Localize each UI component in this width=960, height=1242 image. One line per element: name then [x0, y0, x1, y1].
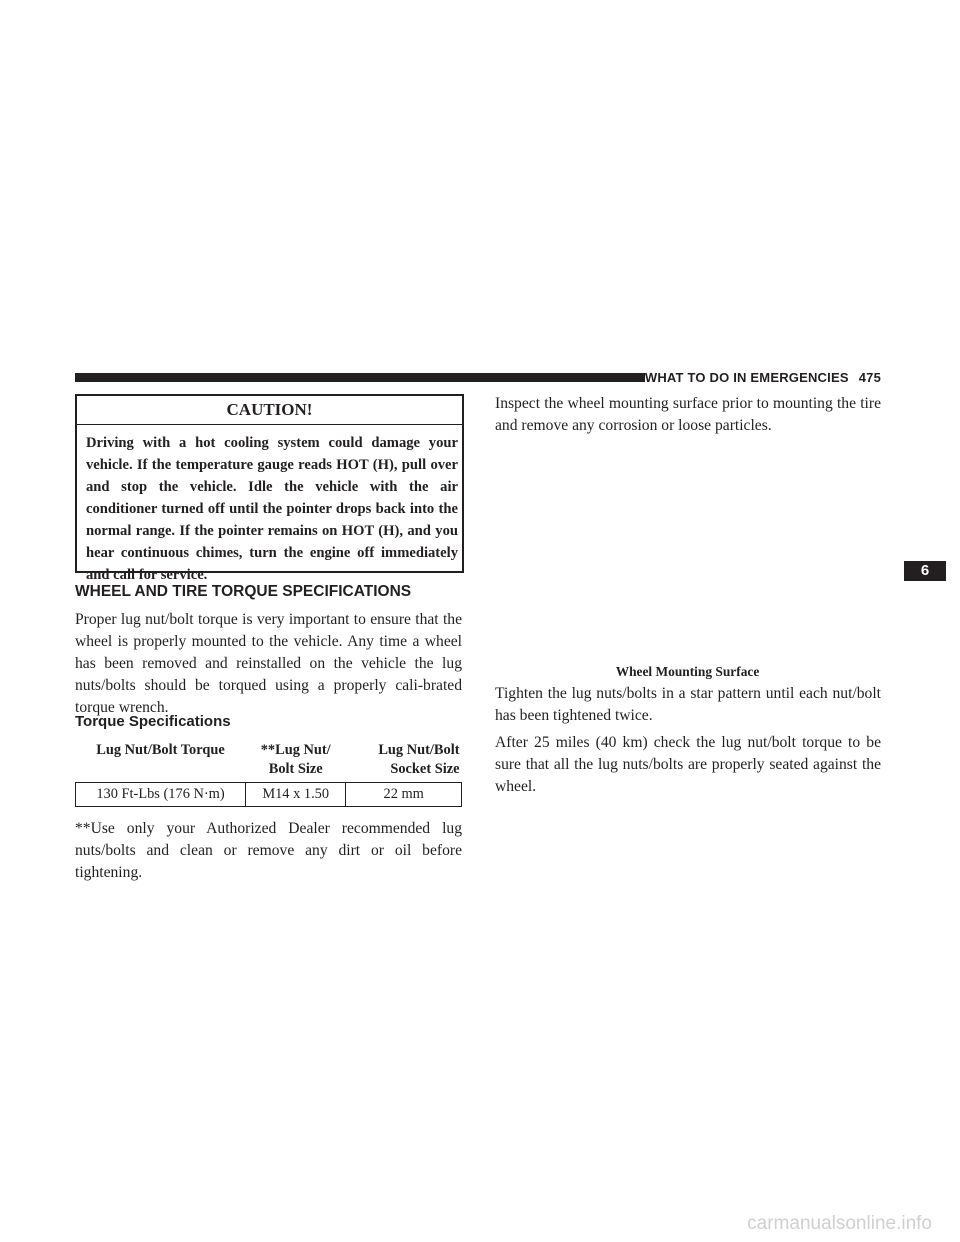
torque-subheading: Torque Specifications: [75, 713, 231, 730]
footnote-paragraph: **Use only your Authorized Dealer recommended lug nuts/bolts and clean or remove any dirt or oil before tightening.: [75, 820, 462, 881]
figure-caption: Wheel Mounting Surface: [615, 664, 760, 679]
table-header-cell: [346, 737, 462, 783]
section-heading: WHEEL AND TIRE TORQUE SPECIFICATIONS: [75, 583, 412, 600]
table-row: [76, 783, 462, 807]
section-title: WHAT TO DO IN EMERGENCIES: [644, 370, 849, 385]
header-line: Bolt Size: [268, 761, 323, 777]
table-cell: 130 Ft-Lbs (176 N·m): [76, 783, 246, 807]
header-line: **Lug Nut/: [260, 742, 331, 758]
inspect-paragraph: Inspect the wheel mounting surface prior to mounting the tire and remove any corrosion or loose particles.: [495, 395, 881, 434]
caution-title: CAUTION!: [77, 396, 462, 425]
running-header: [644, 369, 881, 387]
caution-box: [75, 394, 464, 583]
header-rule: [75, 373, 645, 382]
header-line: Socket Size: [390, 761, 460, 777]
table-header-cell: [246, 737, 346, 783]
table-cell: M14 x 1.50: [246, 783, 346, 807]
watermark-text: carmanualsonline.info: [747, 1213, 932, 1234]
torque-table: [75, 737, 462, 807]
header-line: Lug Nut/Bolt: [378, 742, 460, 758]
caution-text: Driving with a hot cooling system could damage your vehicle. If the temperature gauge reads HOT (H), pull over and stop the vehicle. Idle the vehicle with the air conditioner turned off until the pointer drops back into the normal range. If the pointer remains on HOT (H), and you hear continuous chimes, turn the engine off immediately and call for service.: [86, 435, 458, 583]
table-cell: 22 mm: [346, 783, 462, 807]
intro-paragraph: Proper lug nut/bolt torque is very important to ensure that the wheel is properly mounted to the vehicle. Any time a wheel has been removed and reinstalled on the vehicle the lug nuts/bolts should be torqued using a properly cali-brated torque wrench.: [75, 611, 462, 716]
after-paragraph: After 25 miles (40 km) check the lug nut/bolt torque to be sure that all the lug nuts/bolts are properly seated against the wheel.: [495, 734, 881, 795]
header-line: Lug Nut/Bolt Torque: [96, 742, 225, 758]
tighten-paragraph: Tighten the lug nuts/bolts in a star pattern until each nut/bolt has been tightened twice.: [495, 685, 881, 724]
table-header-row: [76, 737, 462, 783]
chapter-tab[interactable]: 6: [904, 561, 946, 581]
page-number: 475: [858, 370, 881, 385]
table-header-cell: [76, 737, 246, 783]
